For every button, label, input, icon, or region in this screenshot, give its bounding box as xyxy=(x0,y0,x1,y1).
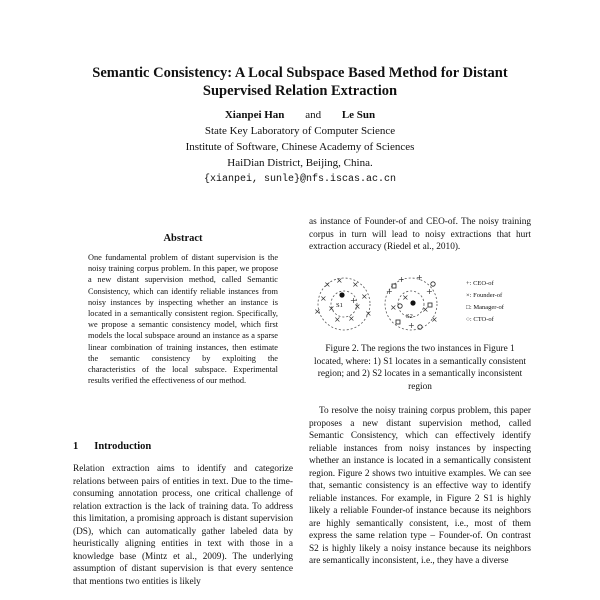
svg-text:×: × xyxy=(352,280,359,289)
svg-text:×: × xyxy=(422,305,429,314)
section-number: 1 xyxy=(73,441,79,452)
svg-text:×: × xyxy=(324,280,331,289)
legend-item-cto: ○: CTO-of xyxy=(466,316,494,323)
svg-text:×: × xyxy=(334,315,341,324)
s1-point xyxy=(339,292,344,297)
figure-2 xyxy=(306,270,538,338)
svg-text:×: × xyxy=(314,307,321,316)
svg-text:+: + xyxy=(350,296,357,305)
right-paragraph-1: as instance of Founder-of and CEO-of. The noisy training corpus in turn will lead to noisy extractions that hurt extraction accuracy (Riedel et al., 2010). xyxy=(309,217,531,252)
section-title: Introduction xyxy=(94,441,152,452)
author-names xyxy=(0,107,600,123)
svg-text:×: × xyxy=(365,309,372,318)
section-heading xyxy=(73,441,167,452)
abstract-heading: Abstract xyxy=(163,233,203,244)
author-email: {xianpei, sunle}@nfs.iscas.ac.cn xyxy=(203,174,397,185)
svg-text:×: × xyxy=(402,293,409,302)
title-line-1: Semantic Consistency: A Local Subspace Based Method for Distant xyxy=(92,65,508,81)
svg-text:×: × xyxy=(320,294,327,303)
svg-text:+: + xyxy=(426,287,433,296)
s2-point xyxy=(410,300,415,305)
affiliation-2: Institute of Software, Chinese Academy of Sciences xyxy=(185,141,415,153)
affiliation-3: HaiDian District, Beijing, China. xyxy=(227,157,373,169)
legend-item-founder: ×: Founder-of xyxy=(466,292,503,299)
svg-text:×: × xyxy=(336,276,343,285)
svg-text:+: + xyxy=(408,321,415,330)
legend xyxy=(466,280,505,323)
author-block xyxy=(0,107,600,188)
paper-title xyxy=(0,64,600,100)
s2-label: S2 xyxy=(406,313,413,320)
author-2: Le Sun xyxy=(341,109,376,121)
svg-text:×: × xyxy=(354,302,361,311)
legend-item-manager: □: Manager-of xyxy=(466,304,504,311)
author-and: and xyxy=(305,109,322,121)
intro-paragraph: Relation extraction aims to identify and categorize relations between pairs of entities in text. Due to the time-consuming annotation process, one critical challenge of relation extraction is the lack of training data. To address this limitation, a promising approach is distant supervision (DS), which can automatically gather labeled data by heuristically aligning entities in text with those in a knowledge base (Mintz et al., 2009). The underlying assumption of distant supervision is that every sentence that mentions two entities is likely xyxy=(73,464,293,587)
svg-text:×: × xyxy=(348,314,355,323)
legend-item-ceo: +: CEO-of xyxy=(466,280,494,287)
svg-text:×: × xyxy=(390,303,397,312)
svg-text:+: + xyxy=(386,287,393,296)
abstract-text: One fundamental problem of distant supervision is the noisy training corpus problem. In this paper, we propose a new distant supervision method, called Semantic Consistency, which can identify reliable instances from noisy instances by inspecting whether an instance is located in a semantically consistent region. Specifically, we propose a semantic consistency model, which first models the local subspace around an instance as a sparse linear combination of training instances, then estimate the semantic consistency by exploiting the characteristics of the local subspace. Experimental results verified the effectiveness of our method. xyxy=(88,253,278,386)
svg-text:×: × xyxy=(328,304,335,313)
svg-text:×: × xyxy=(361,292,368,301)
svg-text:×: × xyxy=(431,315,438,324)
title-line-2: Supervised Relation Extraction xyxy=(202,83,398,99)
affiliation-1: State Key Laboratory of Computer Science xyxy=(204,125,396,137)
author-1: Xianpei Han xyxy=(224,109,285,121)
figure-caption: Figure 2. The regions the two instances in Figure 1 located, where: 1) S1 locates in a semantically consistent region; and 2) S2 locates in a semantically inconsistent region xyxy=(314,344,526,392)
s1-label: S1 xyxy=(336,302,343,309)
svg-text:+: + xyxy=(416,273,423,282)
svg-text:+: + xyxy=(398,275,405,284)
right-paragraph-2: To resolve the noisy training corpus problem, this paper proposes a new distant supervision method, called Semantic Consistency, which can effectively identify reliable instances from noisy instances by inspecting whether an instance is located in a semantically consistent region. Figure 2 shows two intuitive examples. We can see that, semantic consistency is an effective way to identify reliable instances. For example, in Figure 2 S1 is highly likely a reliable Founder-of instance because its neighbors are highly semantically consistent, i.e., most of them express the same relation type – Founder-of. On contrast S2 is highly likely a noisy instance because its neighbors are semantically inconsistent, i.e., they have a diverse xyxy=(309,406,531,566)
